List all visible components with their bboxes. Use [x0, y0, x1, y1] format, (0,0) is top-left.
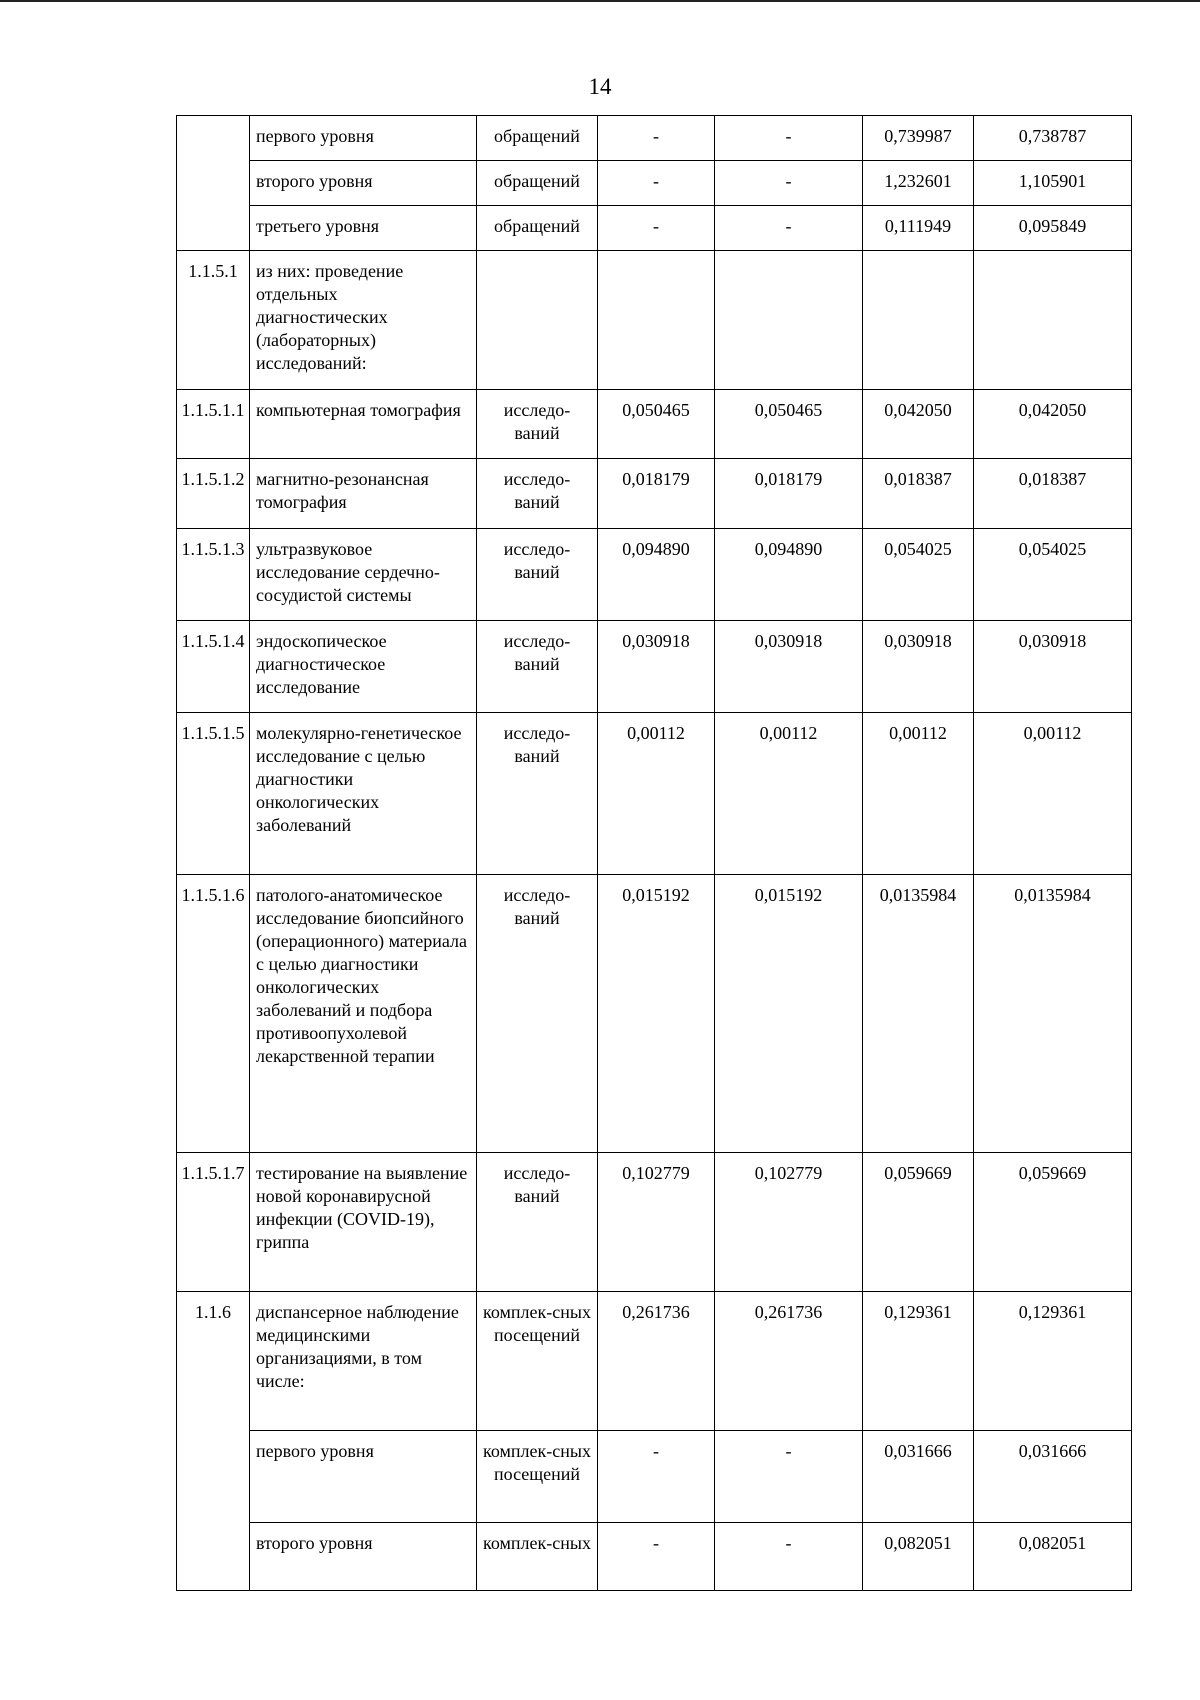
- row-code: 1.1.5.1.5: [177, 713, 250, 875]
- row-value-1: 0,030918: [598, 621, 715, 713]
- row-value-1: 0,050465: [598, 390, 715, 459]
- table-row: [177, 116, 1132, 161]
- row-value-2: [715, 251, 863, 390]
- row-value-1: -: [598, 161, 715, 206]
- row-value-3: 0,030918: [863, 621, 974, 713]
- row-value-2: 0,030918: [715, 621, 863, 713]
- row-value-2: 0,00112: [715, 713, 863, 875]
- row-value-1: -: [598, 116, 715, 161]
- row-value-4: 0,00112: [974, 713, 1132, 875]
- row-value-3: 0,054025: [863, 529, 974, 621]
- table-row: [177, 459, 1132, 529]
- row-unit: комплек-сных посещений: [477, 1292, 598, 1431]
- row-value-2: -: [715, 206, 863, 251]
- row-name: первого уровня: [250, 116, 477, 161]
- table-row: [177, 390, 1132, 459]
- row-code: 1.1.5.1.7: [177, 1153, 250, 1292]
- table-row: [177, 1431, 1132, 1523]
- row-value-3: 0,031666: [863, 1431, 974, 1523]
- row-value-2: -: [715, 1431, 863, 1523]
- row-value-1: 0,015192: [598, 875, 715, 1153]
- row-value-1: 0,094890: [598, 529, 715, 621]
- row-value-2: 0,102779: [715, 1153, 863, 1292]
- row-value-3: 0,059669: [863, 1153, 974, 1292]
- row-unit: исследо-ваний: [477, 713, 598, 875]
- row-name: второго уровня: [250, 161, 477, 206]
- row-unit: исследо-ваний: [477, 390, 598, 459]
- row-value-2: 0,094890: [715, 529, 863, 621]
- row-value-4: 0,054025: [974, 529, 1132, 621]
- row-name: компьютерная томография: [250, 390, 477, 459]
- row-code: [177, 116, 250, 251]
- row-value-4: 0,738787: [974, 116, 1132, 161]
- row-unit: исследо-ваний: [477, 459, 598, 529]
- row-unit: обращений: [477, 116, 598, 161]
- row-value-2: 0,050465: [715, 390, 863, 459]
- row-value-4: 0,095849: [974, 206, 1132, 251]
- row-value-4: 0,129361: [974, 1292, 1132, 1431]
- row-value-1: 0,261736: [598, 1292, 715, 1431]
- row-code: 1.1.5.1.2: [177, 459, 250, 529]
- row-value-1: 0,102779: [598, 1153, 715, 1292]
- row-code: 1.1.5.1.6: [177, 875, 250, 1153]
- row-value-2: 0,261736: [715, 1292, 863, 1431]
- row-value-4: 0,059669: [974, 1153, 1132, 1292]
- row-unit: исследо-ваний: [477, 621, 598, 713]
- row-value-3: 1,232601: [863, 161, 974, 206]
- row-unit: исследо-ваний: [477, 529, 598, 621]
- row-value-3: 0,129361: [863, 1292, 974, 1431]
- table-row: [177, 206, 1132, 251]
- row-value-4: 0,042050: [974, 390, 1132, 459]
- row-code: 1.1.5.1: [177, 251, 250, 390]
- table-row: [177, 713, 1132, 875]
- table-row: [177, 1292, 1132, 1431]
- row-value-4: 0,082051: [974, 1523, 1132, 1591]
- row-name: молекулярно-генетическое исследование с целью диагностики онкологических заболеваний: [250, 713, 477, 875]
- row-unit: обращений: [477, 206, 598, 251]
- row-name: магнитно-резонансная томография: [250, 459, 477, 529]
- row-value-3: 0,739987: [863, 116, 974, 161]
- row-value-4: 1,105901: [974, 161, 1132, 206]
- table-row: [177, 161, 1132, 206]
- row-value-3: 0,042050: [863, 390, 974, 459]
- row-value-1: -: [598, 1431, 715, 1523]
- row-name: первого уровня: [250, 1431, 477, 1523]
- row-value-1: -: [598, 206, 715, 251]
- row-name: ультразвуковое исследование сердечно-сосудистой системы: [250, 529, 477, 621]
- row-unit: комплек-сных посещений: [477, 1431, 598, 1523]
- row-unit: обращений: [477, 161, 598, 206]
- row-unit: исследо-ваний: [477, 1153, 598, 1292]
- row-value-4: 0,018387: [974, 459, 1132, 529]
- page-top-rule: [0, 0, 1200, 2]
- data-table: [176, 115, 1132, 1591]
- row-value-2: 0,018179: [715, 459, 863, 529]
- row-value-2: -: [715, 116, 863, 161]
- row-value-3: 0,0135984: [863, 875, 974, 1153]
- row-value-2: -: [715, 1523, 863, 1591]
- table-row: [177, 621, 1132, 713]
- row-name: тестирование на выявление новой коронавирусной инфекции (COVID-19), гриппа: [250, 1153, 477, 1292]
- table-row: [177, 251, 1132, 390]
- row-value-1: 0,00112: [598, 713, 715, 875]
- row-value-3: 0,082051: [863, 1523, 974, 1591]
- row-value-1: [598, 251, 715, 390]
- row-name: третьего уровня: [250, 206, 477, 251]
- row-unit: комплек-сных: [477, 1523, 598, 1591]
- row-name: второго уровня: [250, 1523, 477, 1591]
- row-value-1: -: [598, 1523, 715, 1591]
- row-value-4: 0,0135984: [974, 875, 1132, 1153]
- row-code: 1.1.5.1.4: [177, 621, 250, 713]
- row-unit: [477, 251, 598, 390]
- page-number: 14: [588, 74, 612, 99]
- row-value-3: 0,00112: [863, 713, 974, 875]
- row-code: 1.1.5.1.3: [177, 529, 250, 621]
- row-value-3: 0,111949: [863, 206, 974, 251]
- row-value-2: -: [715, 161, 863, 206]
- table-row: [177, 875, 1132, 1153]
- row-value-3: 0,018387: [863, 459, 974, 529]
- row-name: из них: проведение отдельных диагностических (лабораторных) исследований:: [250, 251, 477, 390]
- row-value-2: 0,015192: [715, 875, 863, 1153]
- row-name: диспансерное наблюдение медицинскими организациями, в том числе:: [250, 1292, 477, 1431]
- row-value-1: 0,018179: [598, 459, 715, 529]
- table-row: [177, 1153, 1132, 1292]
- row-name: эндоскопическое диагностическое исследование: [250, 621, 477, 713]
- table-row: [177, 1523, 1132, 1591]
- table-row: [177, 529, 1132, 621]
- row-value-4: 0,031666: [974, 1431, 1132, 1523]
- row-name: патолого-анатомическое исследование биопсийного (операционного) материала с целью диагностики онкологических заболеваний и подбора противоопухолевой лекарственной терапии: [250, 875, 477, 1153]
- row-value-3: [863, 251, 974, 390]
- row-unit: исследо-ваний: [477, 875, 598, 1153]
- row-value-4: 0,030918: [974, 621, 1132, 713]
- row-code: 1.1.5.1.1: [177, 390, 250, 459]
- row-value-4: [974, 251, 1132, 390]
- row-code: 1.1.6: [177, 1292, 250, 1591]
